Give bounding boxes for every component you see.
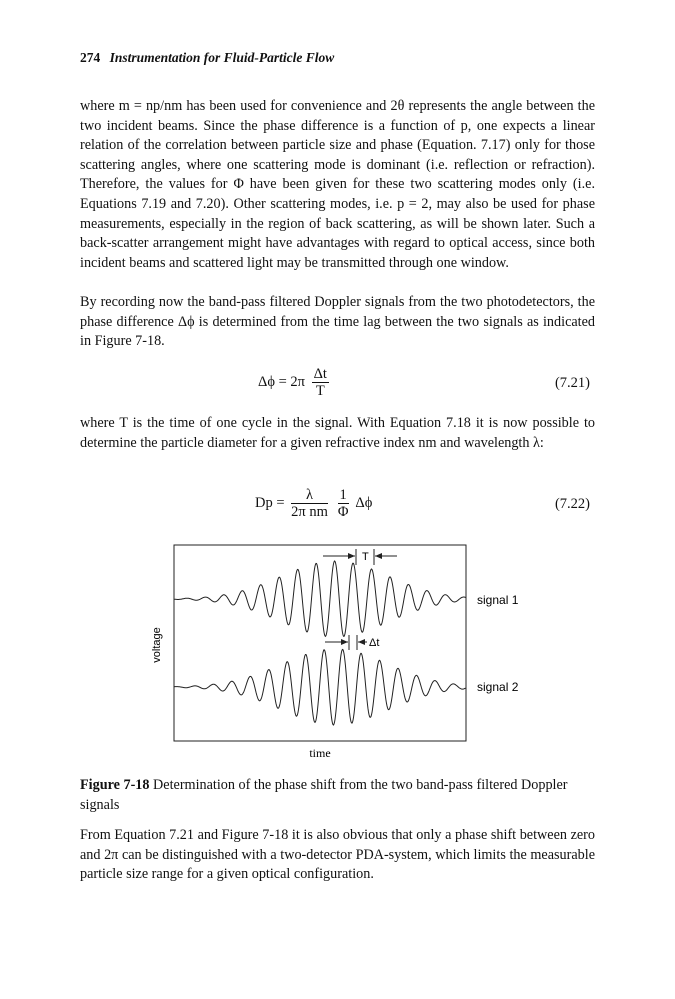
equation-7-22 <box>255 487 372 520</box>
paragraph-1: where m = np/nm has been used for convenience and 2θ represents the angle between the two incident beams. Since the phase difference is a function of p, one expects a linear relation of the correlation between particle size and phase (Equation. 7.17) only for those scattering angles, where one scattering mode is dominant (i.e. reflection or refraction). Therefore, the values for Φ have been given for these two scattering modes only (i.e. Equations 7.19 and 7.20). Other scattering modes, i.e. p = 2, may also be used for phase measurements, especially in the region of back scattering, as will be shown later. Such a back-scatter arrangement might have advantages with regard to optical access, since both incident beams and scattered light may be transmitted through one window. <box>80 98 595 271</box>
paragraph-2: By recording now the band-pass filtered Doppler signals from the two photodetectors, the phase difference Δϕ is determined from the time lag between the two signals as indicated in Figure 7-18. <box>80 294 595 350</box>
lag-label: Δt <box>369 637 380 649</box>
signal-1-trace <box>174 561 466 636</box>
period-label: T <box>362 551 369 563</box>
eq2-tail: Δϕ <box>355 494 373 511</box>
signal-2-trace <box>174 649 466 725</box>
page-header <box>80 50 334 66</box>
eq1-lhs: Δϕ = 2π <box>258 373 305 390</box>
signal-2-label: signal 2 <box>477 680 519 694</box>
paragraph-3: where T is the time of one cycle in the signal. With Equation 7.18 it is now possible to determine the particle diameter for a given refractive index nm and wavelength λ: <box>80 415 595 451</box>
eq1-denominator: T <box>315 383 325 399</box>
eq2-fraction-1 <box>291 487 328 520</box>
eq2-fraction-2 <box>338 487 349 520</box>
lag-arrowhead-left <box>341 639 348 645</box>
figure-caption <box>80 776 595 815</box>
eq2-lhs: Dp = <box>255 494 285 511</box>
eq1-numerator: Δt <box>313 366 327 382</box>
eq2-numerator-1: λ <box>291 487 328 504</box>
eq2-denominator-2: Φ <box>337 504 349 520</box>
caption-label: Figure 7-18 <box>80 777 150 793</box>
eq2-numerator-2: 1 <box>339 487 347 503</box>
figure-7-18 <box>145 537 565 770</box>
signal-1-label: signal 1 <box>477 593 519 607</box>
equation-number-7-22: (7.22) <box>554 496 590 512</box>
equation-number-7-21: (7.21) <box>554 375 590 391</box>
doppler-signals-diagram <box>145 537 565 765</box>
caption-text: Determination of the phase shift from the two band-pass filtered Doppler signals <box>80 777 568 813</box>
plot-frame <box>174 545 466 741</box>
period-arrowhead-left <box>348 553 355 559</box>
x-axis-label: time <box>309 746 331 760</box>
page-number: 274 <box>80 50 101 65</box>
equation-7-21 <box>258 366 332 399</box>
period-arrowhead-right <box>375 553 382 559</box>
book-title: Instrumentation for Fluid-Particle Flow <box>109 50 335 65</box>
eq2-denominator-1: 2π nm <box>291 504 328 520</box>
eq1-fraction <box>312 366 329 399</box>
y-axis-label: voltage <box>151 627 163 663</box>
paragraph-4: From Equation 7.21 and Figure 7-18 it is also obvious that only a phase shift between zero and 2π can be distinguished with a two-detector PDA-system, which limits the measurable particle size range for a given optical configuration. <box>80 827 595 883</box>
